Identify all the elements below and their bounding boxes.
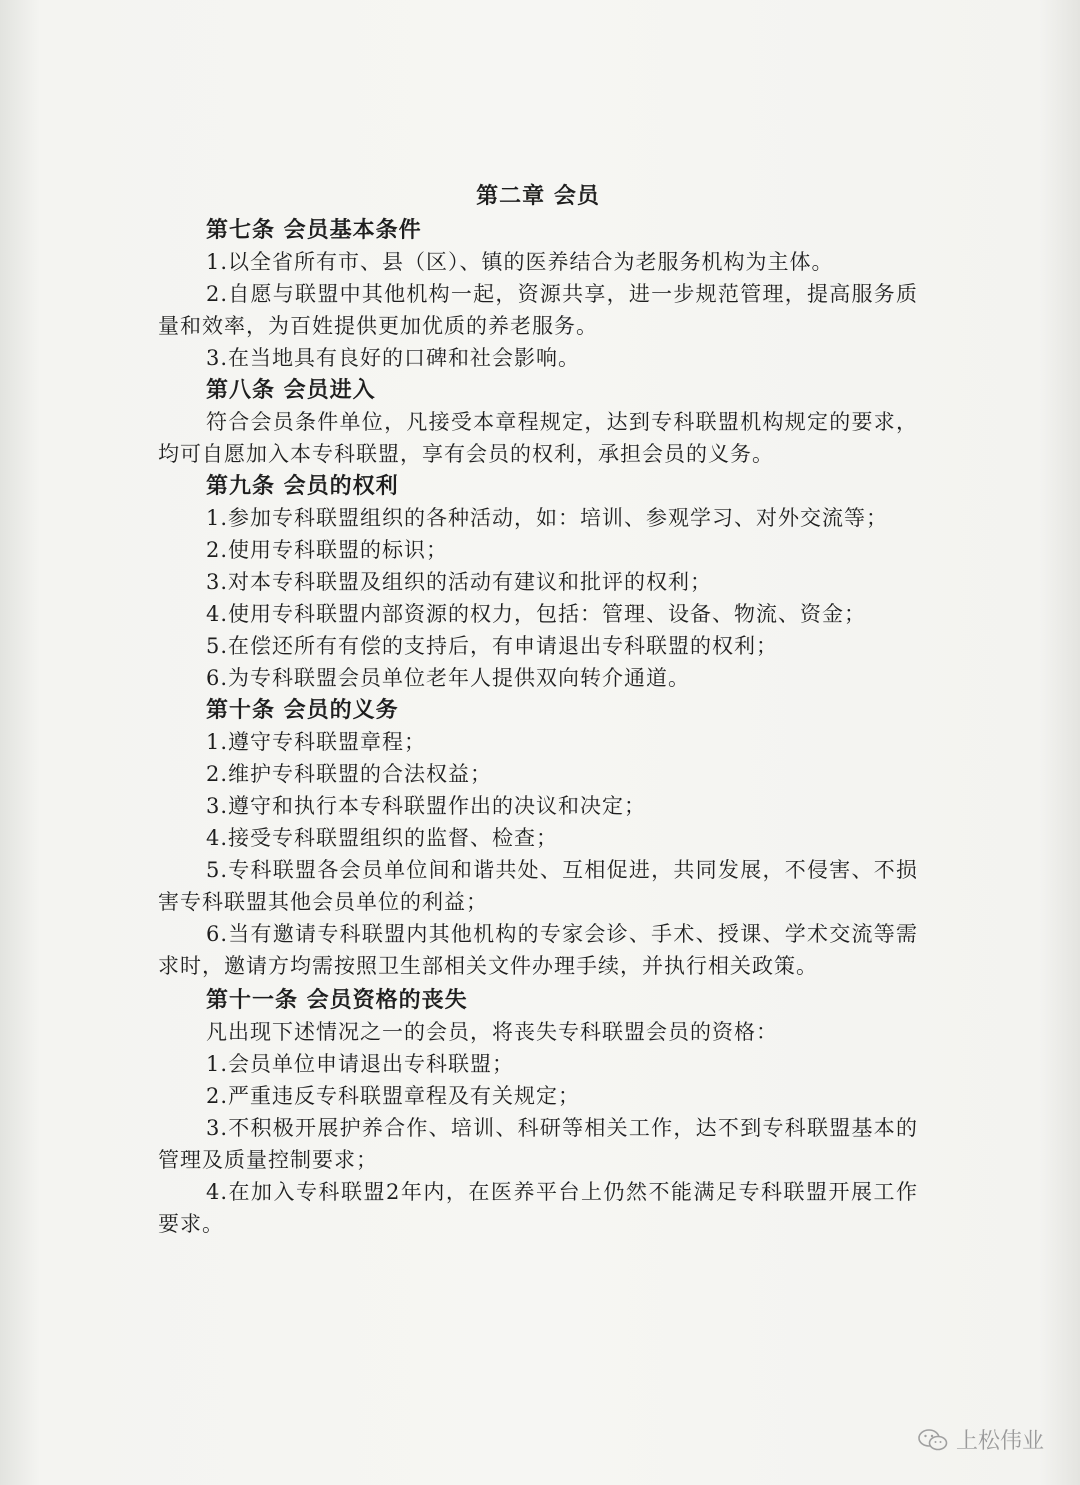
paragraph: 5.专科联盟各会员单位间和谐共处、互相促进，共同发展，不侵害、不损害专科联盟其他会员单位的利益； (158, 858, 918, 914)
paragraph: 3.对本专科联盟及组织的活动有建议和批评的权利； (206, 570, 713, 594)
chapter-title: 第二章 会员 (476, 183, 600, 209)
paragraph: 1.以全省所有市、县（区）、镇的医养结合为老服务机构为主体。 (206, 250, 834, 274)
paragraph: 符合会员条件单位，凡接受本章程规定，达到专科联盟机构规定的要求，均可自愿加入本专科联盟，享有会员的权利，承担会员的义务。 (158, 410, 918, 466)
paragraph: 6.当有邀请专科联盟内其他机构的专家会诊、手术、授课、学术交流等需求时，邀请方均需按照卫生部相关文件办理手续，并执行相关政策。 (158, 922, 918, 978)
article-9 (158, 470, 918, 694)
article-title: 第十一条 会员资格的丧失 (206, 987, 468, 1013)
paragraph: 3.遵守和执行本专科联盟作出的决议和决定； (206, 794, 647, 818)
paragraph: 6.为专科联盟会员单位老年人提供双向转介通道。 (206, 666, 691, 690)
paragraph: 3.不积极开展护养合作、培训、科研等相关工作，达不到专科联盟基本的管理及质量控制要求； (158, 1116, 918, 1172)
paragraph: 凡出现下述情况之一的会员，将丧失专科联盟会员的资格： (206, 1020, 778, 1044)
paragraph: 4.使用专科联盟内部资源的权力，包括：管理、设备、物流、资金； (206, 602, 867, 626)
paragraph: 1.会员单位申请退出专科联盟； (206, 1052, 515, 1076)
article-8 (158, 374, 918, 470)
watermark-text: 上松伟业 (955, 1429, 1044, 1454)
paragraph: 2.维护专科联盟的合法权益； (206, 762, 493, 786)
paragraph: 2.使用专科联盟的标识； (206, 538, 449, 562)
article-title: 第八条 会员进入 (206, 377, 376, 403)
paragraph: 4.在加入专科联盟2年内，在医养平台上仍然不能满足专科联盟开展工作要求。 (158, 1180, 918, 1236)
article-10 (158, 694, 918, 982)
watermark (918, 1424, 1044, 1455)
paragraph: 1.遵守专科联盟章程； (206, 730, 427, 754)
paragraph: 2.严重违反专科联盟章程及有关规定； (206, 1084, 581, 1108)
paragraph: 3.在当地具有良好的口碑和社会影响。 (206, 346, 581, 370)
paragraph: 5.在偿还所有有偿的支持后，有申请退出专科联盟的权利； (206, 634, 779, 658)
article-title: 第十条 会员的义务 (206, 697, 399, 723)
wechat-icon (918, 1428, 948, 1452)
article-title: 第七条 会员基本条件 (206, 217, 422, 243)
paragraph: 1.参加专科联盟组织的各种活动，如：培训、参观学习、对外交流等； (206, 506, 889, 530)
article-11 (158, 984, 918, 1240)
article-title: 第九条 会员的权利 (206, 473, 399, 499)
document-body (158, 180, 918, 1240)
paragraph: 4.接受专科联盟组织的监督、检查； (206, 826, 559, 850)
article-7 (158, 214, 918, 374)
paragraph: 2.自愿与联盟中其他机构一起，资源共享，进一步规范管理，提高服务质量和效率，为百姓提供更加优质的养老服务。 (158, 282, 918, 338)
